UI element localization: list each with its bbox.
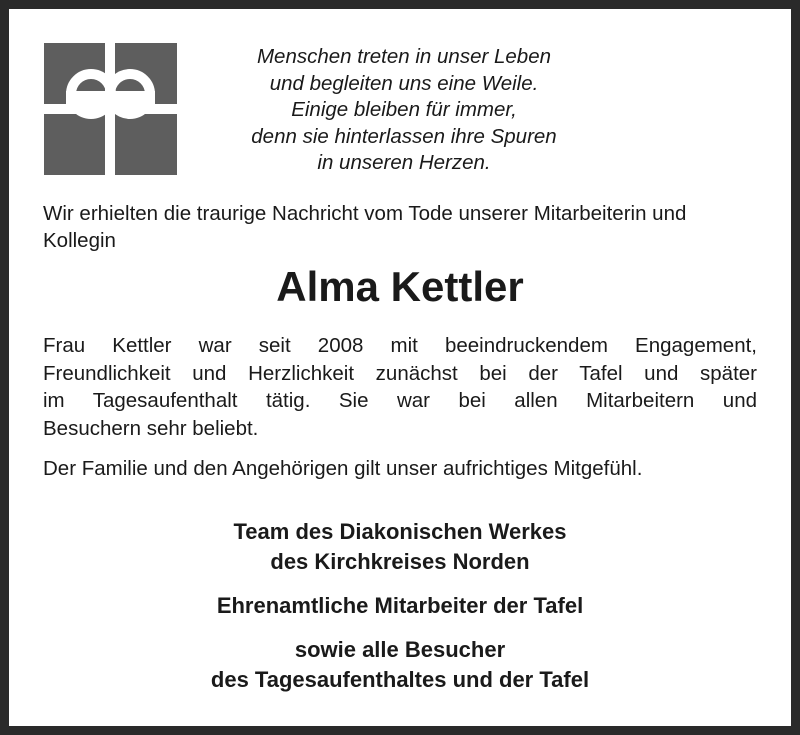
poem-line: Menschen treten in unser Leben — [256, 45, 552, 68]
poem-line: denn sie hinterlassen ihre Spuren — [251, 124, 557, 148]
poem-line: in unseren Herzen. — [317, 151, 491, 174]
poem-line: Einige bleiben für immer, — [291, 98, 517, 121]
signatory-visitors — [9, 635, 791, 695]
tribute-line: Freundlichkeit und Herzlichkeit zunächst bei der Tafel und später — [43, 361, 757, 385]
poem — [199, 44, 609, 177]
signatory-team — [9, 517, 791, 577]
signatory-line: des Tagesaufenthaltes und der Tafel — [210, 667, 590, 692]
signatory-line: Team des Diakonischen Werkes — [233, 519, 567, 544]
intro-text: Wir erhielten die traurige Nachricht vom Tode unserer Mitarbeiterin und Kollegin — [43, 202, 687, 252]
signatory-line: des Kirchkreises Norden — [270, 549, 530, 574]
poem-line: und begleiten uns eine Weile. — [269, 71, 539, 95]
tribute-line: im Tagesaufenthalt tätig. Sie war bei allen Mitarbeitern und — [43, 389, 757, 412]
diakonie-cross-icon — [44, 43, 177, 175]
tribute-line: Frau Kettler war seit 2008 mit beeindruckendem Engagement, — [43, 334, 757, 357]
deceased-name: Alma Kettler — [276, 263, 524, 310]
condolence-text: Der Familie und den Angehörigen gilt unser aufrichtiges Mitgefühl. — [43, 457, 643, 480]
tribute-line: Besuchern sehr beliebt. — [43, 416, 259, 440]
obituary-notice — [9, 9, 791, 726]
signatory-line: Ehrenamtliche Mitarbeiter der Tafel — [216, 593, 584, 618]
signatory-volunteers — [9, 591, 791, 621]
signatory-line: sowie alle Besucher — [294, 637, 506, 662]
tribute-paragraph — [43, 332, 757, 442]
